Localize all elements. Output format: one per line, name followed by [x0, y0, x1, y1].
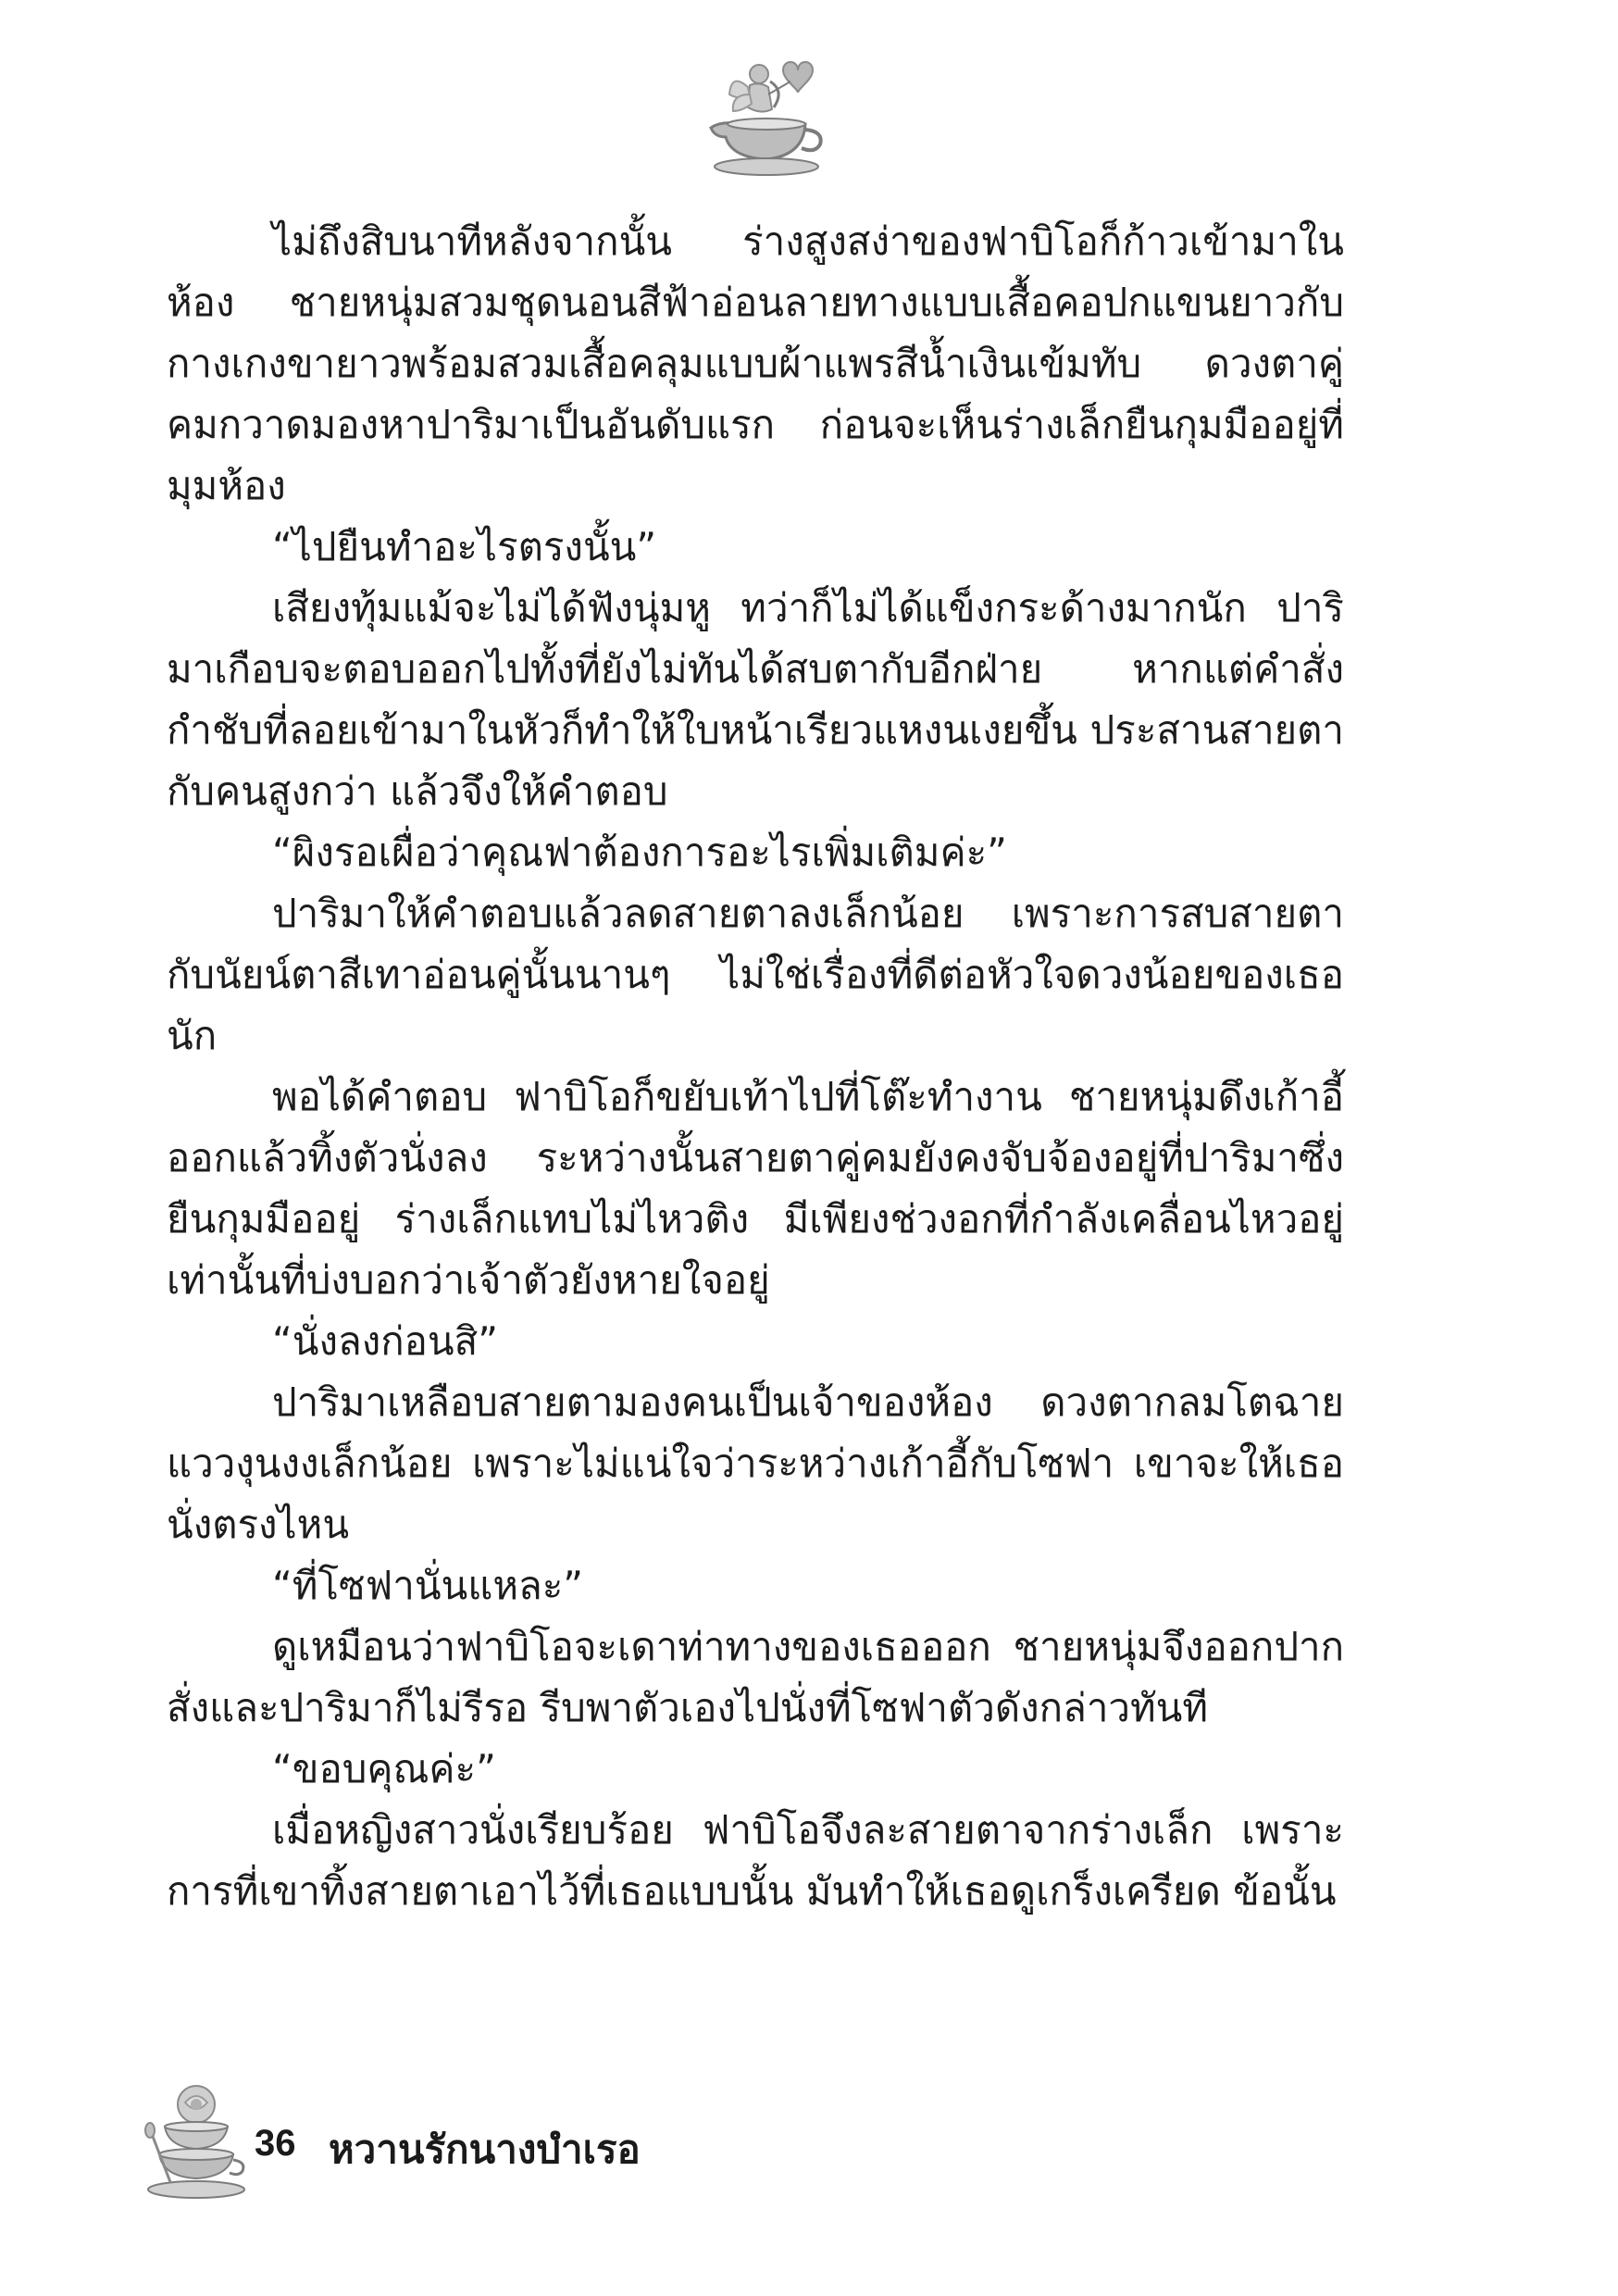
cupid-teacup-ornament-icon	[694, 54, 833, 179]
paragraph: ปาริมาให้คำตอบแล้วลดสายตาลงเล็กน้อย เพราะการสบสายตากับนัยน์ตาสีเทาอ่อนคู่นั้นนานๆ ไม่ใช่เรื่องที่ดีต่อหัวใจดวงน้อยของเธอนัก	[167, 891, 1344, 1058]
paragraph: ไม่ถึงสิบนาทีหลังจากนั้น ร่างสูงสง่าของฟาบิโอก็ก้าวเข้ามาในห้อง ชายหนุ่มสวมชุดนอนสีฟ้าอ่อนลายทางแบบเสื้อคอปกแขนยาวกับกางเกงขายาวพร้อมสวมเสื้อคลุมแบบผ้าแพรสีน้ำเงินเข้มทับ ดวงตาคู่คมกวาดมองหาปาริมาเป็นอันดับแรก ก่อนจะเห็นร่างเล็กยืนกุมมืออยู่ที่มุมห้อง	[167, 218, 1344, 508]
dialogue-line: “ขอบคุณค่ะ”	[272, 1746, 496, 1791]
story-body	[167, 211, 1344, 1922]
paragraph: เมื่อหญิงสาวนั่งเรียบร้อย ฟาบิโอจึงละสายตาจากร่างเล็ก เพราะการที่เขาทิ้งสายตาเอาไว้ที่เธอแบบนั้น มันทำให้เธอดูเกร็งเครียด ข้อนั้น	[167, 1807, 1344, 1914]
paragraph: พอได้คำตอบ ฟาบิโอก็ขยับเท้าไปที่โต๊ะทำงาน ชายหนุ่มดึงเก้าอี้ออกแล้วทิ้งตัวนั่งลง ระหว่างนั้นสายตาคู่คมยังคงจับจ้องอยู่ที่ปาริมาซึ่งยืนกุมมืออยู่ ร่างเล็กแทบไม่ไหวติง มีเพียงช่วงอกที่กำลังเคลื่อนไหวอยู่เท่านั้นที่บ่งบอกว่าเจ้าตัวยังหายใจอยู่	[167, 1074, 1344, 1303]
paragraph: ปาริมาเหลือบสายตามองคนเป็นเจ้าของห้อง ดวงตากลมโตฉายแววงุนงงเล็กน้อย เพราะไม่แน่ใจว่าระหว่างเก้าอี้กับโซฟา เขาจะให้เธอนั่งตรงไหน	[167, 1379, 1344, 1547]
page-number: 36	[255, 2123, 296, 2164]
dialogue-line: “ผิงรอเผื่อว่าคุณฟาต้องการอะไรเพิ่มเติมค่ะ”	[272, 830, 1007, 875]
book-title: หวานรักนางบำเรอ	[329, 2127, 641, 2172]
teacup-stack-icon	[139, 2078, 250, 2208]
page-footer	[139, 2078, 972, 2208]
paragraph: ดูเหมือนว่าฟาบิโอจะเดาท่าทางของเธอออก ชายหนุ่มจึงออกปากสั่งและปาริมาก็ไม่รีรอ รีบพาตัวเองไปนั่งที่โซฟาตัวดังกล่าวทันที	[167, 1624, 1344, 1730]
dialogue-line: “ไปยืนทำอะไรตรงนั้น”	[272, 524, 657, 569]
dialogue-line: “นั่งลงก่อนสิ”	[272, 1318, 498, 1364]
dialogue-line: “ที่โซฟานั่นแหละ”	[272, 1563, 584, 1608]
paragraph: เสียงทุ้มแม้จะไม่ได้ฟังนุ่มหู ทว่าก็ไม่ได้แข็งกระด้างมากนัก ปาริมาเกือบจะตอบออกไปทั้งที่ยังไม่ทันได้สบตากับอีกฝ่าย หากแต่คำสั่งกำชับที่ลอยเข้ามาในหัวก็ทำให้ใบหน้าเรียวแหงนเงยขึ้น ประสานสายตากับคนสูงกว่า แล้วจึงให้คำตอบ	[167, 585, 1344, 814]
